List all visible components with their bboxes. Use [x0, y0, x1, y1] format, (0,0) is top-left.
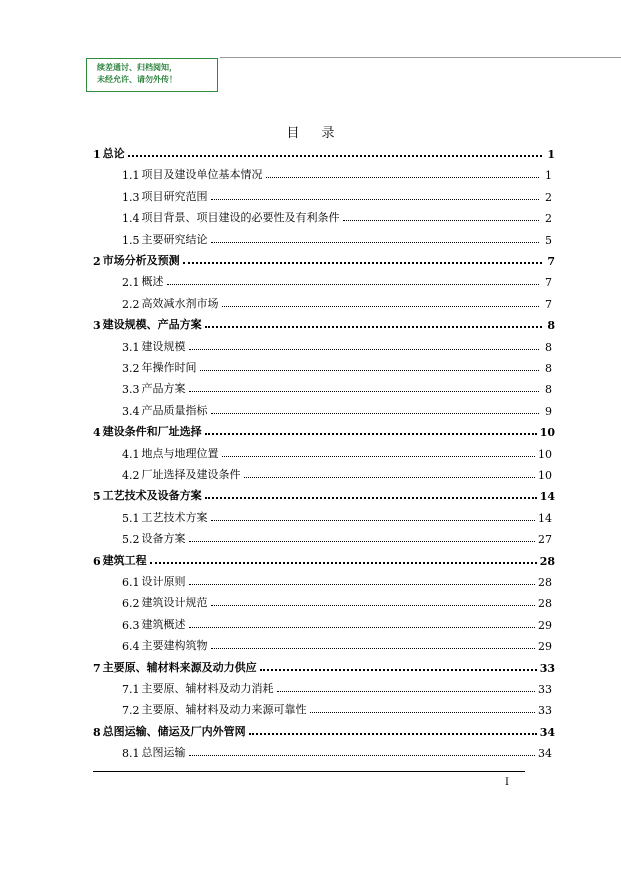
toc-entry-title: 概述 [141, 275, 164, 289]
toc-entry-number: 7 [93, 661, 101, 675]
dot-leader [310, 711, 536, 713]
toc-entry-page: 2 [545, 190, 552, 204]
dot-leader [343, 219, 540, 221]
toc-section-entry[interactable] [122, 269, 552, 289]
toc-entry-title: 主要原、辅材料及动力消耗 [141, 682, 274, 695]
toc-entry-page: 2 [545, 212, 552, 226]
stamp-line-1: 续差通讨、归档阅知， [97, 63, 177, 72]
toc-entry-title: 项目背景、项目建设的必要性及有利条件 [141, 211, 340, 225]
toc-title: 目录 [286, 126, 357, 141]
toc-entry-page: 10 [538, 447, 552, 461]
toc-entry-page: 28 [539, 554, 555, 568]
toc-entry-number: 3.2 [122, 362, 140, 375]
toc-section-entry[interactable] [122, 227, 552, 247]
toc-entry-number: 4.1 [122, 447, 140, 461]
toc-entry-number: 1.3 [122, 190, 140, 204]
dot-leader [260, 668, 537, 671]
toc-entry-title: 厂址选择及建设条件 [141, 468, 241, 481]
toc-entry-number: 8.1 [122, 747, 140, 761]
toc-entry-page: 14 [539, 490, 555, 504]
toc-section-entry[interactable] [122, 291, 552, 311]
toc-entry-number: 2.1 [122, 276, 140, 290]
toc-entry-page: 9 [545, 404, 552, 418]
toc-section-entry[interactable] [122, 612, 552, 632]
toc-entry-title: 市场分析及预测 [102, 254, 180, 267]
toc-entry-page: 14 [538, 511, 552, 525]
toc-entry-number: 6.4 [122, 640, 140, 654]
footer-rule [93, 771, 525, 772]
toc-entry-title: 建设规模、产品方案 [102, 318, 202, 332]
toc-entry-page: 29 [538, 618, 552, 632]
toc-section-entry[interactable] [122, 505, 552, 525]
toc-entry-title: 总图运输 [141, 746, 186, 760]
dot-leader [277, 690, 536, 692]
dot-leader [211, 198, 540, 200]
toc-entry-page: 8 [545, 340, 552, 354]
toc-entry-title: 产品质量指标 [141, 403, 208, 417]
toc-entry-title: 工艺技术方案 [141, 510, 208, 524]
toc-section-entry[interactable] [122, 184, 552, 204]
toc-section-entry[interactable] [122, 355, 552, 375]
toc-entry-title: 项目研究范围 [141, 189, 208, 203]
toc-entry-number: 8 [93, 725, 101, 739]
toc-entry-number: 7.2 [122, 704, 140, 718]
header-rule [220, 57, 621, 58]
toc-section-entry[interactable] [122, 205, 552, 225]
toc-entry-number: 3.1 [122, 340, 140, 354]
toc-section-entry[interactable] [122, 740, 552, 760]
toc-entry-title: 主要原、辅材料来源及动力供应 [102, 660, 257, 674]
page-number: I [505, 777, 509, 788]
toc-entry-page: 1 [547, 148, 555, 161]
dot-leader [189, 540, 536, 542]
toc-entry-title: 地点与地理位置 [141, 446, 219, 460]
toc-entry-number: 6.3 [122, 618, 140, 632]
toc-entry-page: 29 [538, 640, 552, 654]
dot-leader [205, 496, 537, 499]
toc-section-entry[interactable] [122, 334, 552, 354]
dot-leader [189, 626, 536, 628]
toc-entry-title: 总论 [102, 147, 125, 160]
toc-entry-number: 5.1 [122, 511, 140, 525]
toc-chapter-entry[interactable] [93, 248, 555, 268]
toc-entry-title: 建筑设计规范 [141, 596, 208, 610]
stamp-line-2: 未经允许、请勿外传！ [97, 75, 177, 84]
watermark-stamp [86, 58, 218, 92]
toc-entry-number: 7.1 [122, 683, 140, 696]
toc-entry-number: 1.5 [122, 233, 140, 247]
dot-leader [211, 604, 536, 606]
toc-entry-page: 7 [547, 255, 555, 268]
toc-section-entry[interactable] [122, 697, 552, 717]
toc-chapter-entry[interactable] [93, 141, 555, 161]
toc-entry-title: 建筑概述 [141, 617, 186, 631]
toc-entry-title: 年操作时间 [141, 361, 197, 374]
toc-section-entry[interactable] [122, 590, 552, 610]
toc-entry-number: 6.2 [122, 597, 140, 611]
dot-leader [249, 732, 537, 735]
dot-leader [189, 583, 536, 585]
dot-leader [150, 561, 537, 564]
dot-leader [211, 412, 540, 414]
toc-entry-page: 33 [538, 683, 552, 696]
toc-entry-number: 2 [93, 255, 101, 268]
toc-entry-page: 7 [545, 276, 552, 290]
toc-section-entry[interactable] [122, 676, 552, 696]
toc-entry-title: 设备方案 [141, 532, 186, 546]
toc-chapter-entry[interactable] [93, 548, 555, 568]
toc-entry-page: 10 [538, 469, 552, 482]
toc-entry-page: 33 [539, 661, 555, 675]
toc-entry-number: 1.1 [122, 169, 140, 183]
dot-leader [167, 283, 540, 285]
toc-entry-page: 1 [545, 169, 552, 183]
toc-entry-number: 5.2 [122, 533, 140, 547]
dot-leader [200, 369, 540, 371]
dot-leader [244, 476, 536, 478]
toc-entry-title: 产品方案 [141, 382, 186, 396]
dot-leader [189, 390, 540, 392]
toc-chapter-entry[interactable] [93, 419, 555, 439]
dot-leader [211, 241, 540, 243]
toc-entry-title: 建筑工程 [102, 553, 147, 567]
toc-entry-title: 建设条件和厂址选择 [102, 425, 202, 439]
toc-section-entry[interactable] [122, 462, 552, 482]
toc-chapter-entry[interactable] [93, 655, 555, 675]
toc-entry-title: 总图运输、储运及厂内外管网 [102, 724, 246, 738]
toc-entry-page: 8 [545, 383, 552, 397]
toc-chapter-entry[interactable] [93, 312, 555, 332]
toc-entry-number: 3.3 [122, 383, 140, 397]
toc-entry-title: 主要研究结论 [141, 232, 208, 246]
toc-entry-number: 6 [93, 554, 101, 568]
toc-entry-number: 4.2 [122, 469, 140, 482]
toc-entry-page: 34 [538, 747, 552, 761]
dot-leader [205, 325, 542, 328]
toc-entry-page: 8 [545, 362, 552, 375]
toc-entry-title: 工艺技术及设备方案 [102, 489, 202, 503]
dot-leader [211, 519, 536, 521]
dot-leader [211, 647, 536, 649]
dot-leader [189, 754, 536, 756]
toc-entry-number: 1.4 [122, 212, 140, 226]
toc-entry-title: 建设规模 [141, 339, 186, 353]
dot-leader [189, 348, 540, 350]
toc-entry-page: 27 [538, 533, 552, 547]
toc-entry-page: 33 [538, 704, 552, 718]
dot-leader [128, 154, 542, 157]
toc-entry-title: 设计原则 [141, 575, 186, 588]
toc-entry-number: 2.2 [122, 297, 140, 311]
toc-entry-page: 28 [538, 576, 552, 589]
toc-entry-page: 5 [545, 233, 552, 247]
toc-entry-number: 6.1 [122, 576, 140, 589]
toc-entry-title: 高效减水剂市场 [141, 296, 219, 310]
toc-section-entry[interactable] [122, 526, 552, 546]
toc-entry-number: 4 [93, 426, 101, 440]
toc-chapter-entry[interactable] [93, 719, 555, 739]
dot-leader [266, 176, 540, 178]
toc-chapter-entry[interactable] [93, 483, 555, 503]
toc-entry-page: 8 [547, 319, 555, 333]
toc-section-entry[interactable] [122, 398, 552, 418]
toc-entry-number: 3.4 [122, 404, 140, 418]
toc-entry-title: 项目及建设单位基本情况 [141, 168, 263, 182]
toc-entry-number: 3 [93, 319, 101, 333]
toc-entry-page: 7 [545, 297, 552, 311]
toc-section-entry[interactable] [122, 162, 552, 182]
toc-entry-number: 5 [93, 490, 101, 504]
toc-section-entry[interactable] [122, 633, 552, 653]
toc-section-entry[interactable] [122, 569, 552, 589]
dot-leader [222, 305, 540, 307]
toc-entry-page: 34 [539, 725, 555, 739]
toc-section-entry[interactable] [122, 441, 552, 461]
toc-entry-number: 1 [93, 148, 101, 161]
toc-entry-title: 主要建构筑物 [141, 639, 208, 653]
toc-entry-page: 28 [538, 597, 552, 611]
toc-section-entry[interactable] [122, 376, 552, 396]
dot-leader [183, 261, 542, 264]
dot-leader [222, 455, 536, 457]
toc-entry-page: 10 [539, 426, 555, 440]
dot-leader [205, 432, 537, 435]
toc-entry-title: 主要原、辅材料及动力来源可靠性 [141, 703, 307, 717]
